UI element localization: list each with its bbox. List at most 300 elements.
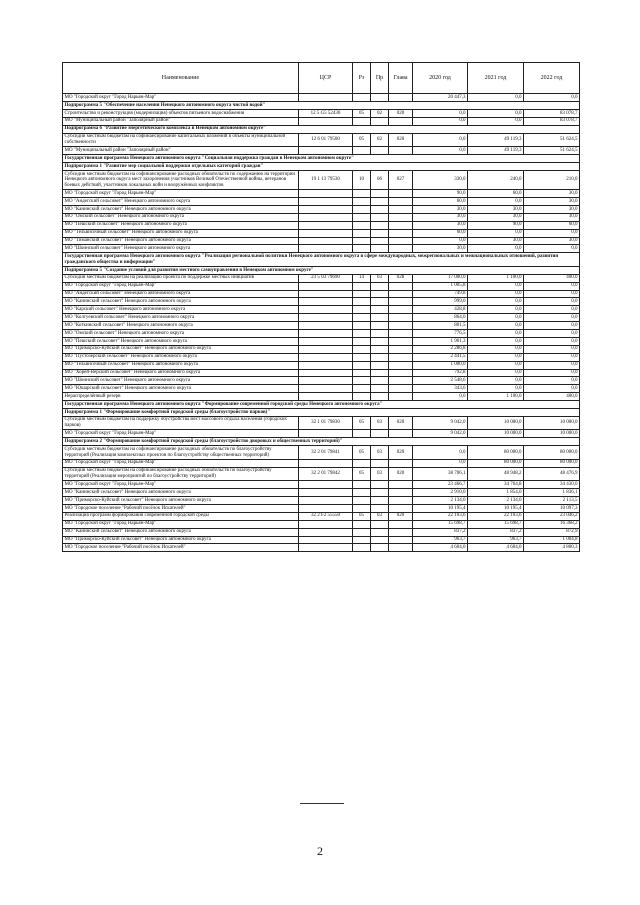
section-heading-row	[63, 155, 580, 163]
table-row	[63, 147, 580, 155]
cell-2021: 48 948,2	[468, 467, 524, 481]
table-row	[63, 337, 580, 345]
cell-pr	[371, 221, 389, 229]
cell-glava	[389, 221, 413, 229]
cell-pr	[371, 298, 389, 306]
cell-name: МО "Городской округ "Город Нарьян-Мар"	[63, 190, 299, 198]
cell-2021: 0,0	[468, 229, 524, 237]
cell-rz: 10	[353, 170, 371, 189]
cell-2022: 0,0	[524, 282, 580, 290]
table-row	[63, 385, 580, 393]
section-heading-row	[63, 401, 580, 409]
cell-rz	[353, 497, 371, 505]
cell-pr: 02	[371, 109, 389, 117]
cell-2021: 963,7	[468, 536, 524, 544]
cell-name: МО "Приморско-Куйский сельсовет" Ненецкого автономного округа	[63, 497, 299, 505]
cell-name: МО "Городской округ "Город Нарьян-Мар"	[63, 481, 299, 489]
cell-2021: 0,0	[468, 94, 524, 102]
cell-name: МО "Пешский сельсовет" Ненецкого автономного округа	[63, 221, 299, 229]
cell-2020: 38 706,1	[413, 467, 468, 481]
cell-2021: 80 000,0	[468, 446, 524, 460]
cell-glava: 027	[389, 170, 413, 189]
cell-pr	[371, 497, 389, 505]
cell-name: МО "Канинский сельсовет" Ненецкого автономного округа	[63, 205, 299, 213]
cell-2021: 0,0	[468, 314, 524, 322]
cell-glava	[389, 314, 413, 322]
section-heading: Подпрограмма 1 "Развитие мер социальной поддержки отдельных категорий граждан"	[63, 163, 580, 171]
cell-glava	[389, 290, 413, 298]
cell-name: Субсидии местным бюджетам на софинансирование расходных обязательств по благоустройству территорий (Реализация комплексных проектов по благоустройству общественных территорий)	[63, 446, 299, 460]
cell-glava	[389, 205, 413, 213]
cell-name: МО "Городской округ "Город Нарьян-Мар"	[63, 459, 299, 467]
header-2020: 2020 год	[413, 63, 468, 94]
cell-2022: 0,0	[524, 330, 580, 338]
cell-rz	[353, 459, 371, 467]
cell-2020: 864,0	[413, 314, 468, 322]
cell-pr	[371, 377, 389, 385]
cell-rz: 05	[353, 446, 371, 460]
table-row	[63, 345, 580, 353]
cell-pr: 03	[371, 446, 389, 460]
cell-2020: 1 961,3	[413, 337, 468, 345]
cell-2020: 10 195,4	[413, 504, 468, 512]
table-row	[63, 481, 580, 489]
cell-glava	[389, 353, 413, 361]
cell-name: МО "Тельвисочный сельсовет" Ненецкого автономного округа	[63, 229, 299, 237]
cell-2021: 0,0	[468, 117, 524, 125]
cell-pr	[371, 306, 389, 314]
section-heading-row	[63, 408, 580, 416]
table-row	[63, 237, 580, 245]
cell-2020: 0,0	[413, 446, 468, 460]
cell-name: МО "Приморско-Куйский сельсовет" Ненецкого автономного округа	[63, 536, 299, 544]
cell-name: МО "Городской округ "Город Нарьян-Мар"	[63, 282, 299, 290]
cell-2020: 60,0	[413, 229, 468, 237]
cell-glava	[389, 198, 413, 206]
cell-pr	[371, 245, 389, 253]
cell-rz	[353, 229, 371, 237]
cell-name: МО "Омский сельсовет" Ненецкого автономного округа	[63, 213, 299, 221]
cell-2022: 0,0	[524, 298, 580, 306]
cell-2020: 837,2	[413, 528, 468, 536]
cell-2022: 872,9	[524, 528, 580, 536]
cell-glava	[389, 229, 413, 237]
cell-csr	[299, 497, 353, 505]
cell-2021: 30,0	[468, 213, 524, 221]
cell-2022: 80 000,0	[524, 459, 580, 467]
cell-name: МО "Городской округ "Город Нарьян-Мар"	[63, 520, 299, 528]
cell-2022: 48 476,9	[524, 467, 580, 481]
cell-2022: 0,0	[524, 361, 580, 369]
cell-2021: 2 134,0	[468, 497, 524, 505]
table-row	[63, 459, 580, 467]
table-row	[63, 497, 580, 505]
cell-2020: 0,0	[413, 459, 468, 467]
cell-2020: 9 042,0	[413, 416, 468, 430]
cell-rz	[353, 345, 371, 353]
cell-glava	[389, 237, 413, 245]
cell-pr	[371, 361, 389, 369]
table-row	[63, 416, 580, 430]
cell-2021: 0,0	[468, 369, 524, 377]
cell-glava	[389, 330, 413, 338]
table-row	[63, 393, 580, 401]
cell-rz	[353, 369, 371, 377]
cell-2022: 51 624,5	[524, 133, 580, 147]
table-row	[63, 430, 580, 438]
cell-rz	[353, 481, 371, 489]
header-csr: ЦСР	[299, 63, 353, 94]
table-row	[63, 361, 580, 369]
cell-2020: 2 286,8	[413, 345, 468, 353]
cell-2020: 30,0	[413, 221, 468, 229]
cell-rz	[353, 94, 371, 102]
table-row	[63, 229, 580, 237]
cell-2022: 400,0	[524, 274, 580, 282]
cell-pr	[371, 205, 389, 213]
section-heading: Государственная программа Ненецкого автономного округа "Формирование современной городской среды Ненецкого автономного округа"	[63, 401, 580, 409]
cell-2020: 1 005,8	[413, 282, 468, 290]
cell-2020: 2 910,0	[413, 489, 468, 497]
cell-csr	[299, 544, 353, 552]
table-row	[63, 290, 580, 298]
cell-2021: 22 103,6	[468, 512, 524, 520]
cell-2021: 0,0	[468, 337, 524, 345]
table-row	[63, 221, 580, 229]
cell-csr	[299, 528, 353, 536]
cell-rz	[353, 536, 371, 544]
cell-csr: 32 2 F2 55550	[299, 512, 353, 520]
cell-2022: 30,0	[524, 190, 580, 198]
cell-2022: 83 078,7	[524, 117, 580, 125]
cell-name: Реализация программ формирования современной городской среды	[63, 512, 299, 520]
cell-rz	[353, 377, 371, 385]
cell-name: МО "Приморско-Куйский сельсовет" Ненецкого автономного округа	[63, 345, 299, 353]
cell-rz: 05	[353, 467, 371, 481]
cell-glava	[389, 377, 413, 385]
cell-pr	[371, 337, 389, 345]
budget-table	[62, 62, 580, 552]
cell-rz	[353, 330, 371, 338]
cell-pr	[371, 430, 389, 438]
section-heading-row	[63, 253, 580, 267]
cell-rz	[353, 213, 371, 221]
cell-csr: 32 2 01 79842	[299, 467, 353, 481]
section-heading-row	[63, 266, 580, 274]
section-heading: Подпрограмма 6 "Развитие энергетического комплекса в Ненецком автономном округе"	[63, 125, 580, 133]
cell-2020: 2 548,6	[413, 377, 468, 385]
cell-rz	[353, 337, 371, 345]
cell-pr	[371, 282, 389, 290]
header-2021: 2021 год	[468, 63, 524, 94]
header-name: Наименование	[63, 63, 299, 94]
cell-pr	[371, 190, 389, 198]
cell-2022: 10 000,0	[524, 430, 580, 438]
cell-csr	[299, 213, 353, 221]
cell-csr	[299, 369, 353, 377]
cell-2022: 30,0	[524, 198, 580, 206]
cell-2021: 0,0	[468, 198, 524, 206]
cell-rz	[353, 353, 371, 361]
cell-2021: 240,0	[468, 170, 524, 189]
table-row	[63, 467, 580, 481]
cell-name: МО "Юшарский сельсовет" Ненецкого автономного округа	[63, 385, 299, 393]
cell-2020: 999,0	[413, 298, 468, 306]
cell-glava	[389, 536, 413, 544]
cell-2020: 30,0	[413, 245, 468, 253]
cell-name: Субсидии местным бюджетам на софинансирование капитальных вложений в объекты муниципальной собственности	[63, 133, 299, 147]
cell-csr	[299, 298, 353, 306]
cell-rz	[353, 528, 371, 536]
cell-rz: 05	[353, 109, 371, 117]
cell-glava: 020	[389, 416, 413, 430]
cell-2020: 801,5	[413, 322, 468, 330]
cell-2021: 49 119,3	[468, 147, 524, 155]
cell-csr	[299, 520, 353, 528]
cell-glava	[389, 369, 413, 377]
cell-glava	[389, 245, 413, 253]
cell-rz	[353, 430, 371, 438]
table-row	[63, 170, 580, 189]
cell-pr	[371, 213, 389, 221]
cell-2020: 0,0	[413, 147, 468, 155]
cell-2022: 0,0	[524, 290, 580, 298]
table-row	[63, 377, 580, 385]
header-rz: Рз	[353, 63, 371, 94]
cell-rz	[353, 190, 371, 198]
cell-name: МО "Городское поселение "Рабочий посёлок Искателей"	[63, 504, 299, 512]
cell-csr	[299, 393, 353, 401]
cell-name: МО "Карский сельсовет" Ненецкого автономного округа	[63, 306, 299, 314]
cell-csr	[299, 489, 353, 497]
cell-name: МО "Канинский сельсовет" Ненецкого автономного округа	[63, 489, 299, 497]
cell-2021: 0,0	[468, 282, 524, 290]
cell-name: МО "Омский сельсовет" Ненецкого автономного округа	[63, 330, 299, 338]
cell-csr	[299, 353, 353, 361]
table-row	[63, 504, 580, 512]
cell-rz: 05	[353, 512, 371, 520]
header-pr: Пр	[371, 63, 389, 94]
cell-rz	[353, 117, 371, 125]
cell-2022: 16 368,2	[524, 520, 580, 528]
cell-csr	[299, 377, 353, 385]
cell-glava	[389, 282, 413, 290]
table-row	[63, 353, 580, 361]
cell-csr	[299, 306, 353, 314]
cell-name: Субсидии местным бюджетам на софинансирование расходных обязательств по благоустройству территорий (Реализация мероприятий по благоустройству территорий)	[63, 467, 299, 481]
cell-pr	[371, 147, 389, 155]
cell-rz	[353, 237, 371, 245]
cell-2022: 0,0	[524, 306, 580, 314]
cell-name: МО "Шоинский сельсовет" Ненецкого автономного округа	[63, 245, 299, 253]
cell-glava: 020	[389, 109, 413, 117]
cell-2020: 0,0	[413, 117, 468, 125]
cell-2020: 0,0	[413, 393, 468, 401]
cell-2021: 30,0	[468, 237, 524, 245]
cell-name: МО "Тиманский сельсовет" Ненецкого автономного округа	[63, 237, 299, 245]
cell-2021: 49 119,3	[468, 133, 524, 147]
cell-2020: 792,8	[413, 369, 468, 377]
cell-2022: 0,0	[524, 229, 580, 237]
cell-rz	[353, 314, 371, 322]
section-heading-row	[63, 102, 580, 110]
cell-csr	[299, 190, 353, 198]
cell-2021: 15 698,7	[468, 520, 524, 528]
cell-glava	[389, 361, 413, 369]
table-row	[63, 369, 580, 377]
cell-rz	[353, 306, 371, 314]
cell-2022: 0,0	[524, 94, 580, 102]
cell-name: МО "Канинский сельсовет" Ненецкого автономного округа	[63, 528, 299, 536]
cell-glava	[389, 337, 413, 345]
table-row	[63, 446, 580, 460]
cell-glava: 020	[389, 467, 413, 481]
cell-pr	[371, 385, 389, 393]
cell-rz	[353, 198, 371, 206]
cell-csr: 12 6 01 79500	[299, 133, 353, 147]
table-row	[63, 489, 580, 497]
cell-name: МО "Городской округ "Город Нарьян-Мар"	[63, 94, 299, 102]
cell-2020: 749,8	[413, 290, 468, 298]
cell-rz: 14	[353, 274, 371, 282]
table-row	[63, 330, 580, 338]
cell-2020: 343,6	[413, 385, 468, 393]
cell-2021: 0,0	[468, 298, 524, 306]
cell-glava	[389, 528, 413, 536]
cell-2020: 2 134,0	[413, 497, 468, 505]
cell-2022: 1 836,1	[524, 489, 580, 497]
cell-csr: 12 5 G5 52430	[299, 109, 353, 117]
cell-pr: 03	[371, 274, 389, 282]
cell-2021: 0,0	[468, 385, 524, 393]
cell-rz	[353, 361, 371, 369]
cell-2022: 23 046,2	[524, 512, 580, 520]
cell-glava	[389, 345, 413, 353]
cell-csr: 19 1 13 79530	[299, 170, 353, 189]
cell-2020: 90,0	[413, 190, 468, 198]
cell-csr	[299, 290, 353, 298]
table-row	[63, 274, 580, 282]
cell-csr	[299, 459, 353, 467]
cell-rz	[353, 385, 371, 393]
cell-csr	[299, 237, 353, 245]
table-row	[63, 213, 580, 221]
cell-glava	[389, 393, 413, 401]
cell-csr	[299, 282, 353, 290]
section-heading-row	[63, 163, 580, 171]
cell-2022: 51 624,5	[524, 147, 580, 155]
cell-glava	[389, 94, 413, 102]
cell-2022: 34 430,0	[524, 481, 580, 489]
cell-2022: 0,0	[524, 337, 580, 345]
cell-2021: 1 100,0	[468, 393, 524, 401]
cell-pr	[371, 459, 389, 467]
cell-pr	[371, 322, 389, 330]
cell-rz	[353, 544, 371, 552]
table-header-row	[63, 63, 580, 94]
cell-csr: 32 2 01 79841	[299, 446, 353, 460]
cell-rz	[353, 245, 371, 253]
cell-name: МО "Муниципальный район "Заполярный район"	[63, 147, 299, 155]
cell-rz	[353, 221, 371, 229]
cell-csr	[299, 361, 353, 369]
cell-2020: 22 103,6	[413, 512, 468, 520]
cell-csr	[299, 198, 353, 206]
cell-pr	[371, 330, 389, 338]
cell-name: МО "Коткинский сельсовет" Ненецкого автономного округа	[63, 322, 299, 330]
cell-2022: 10 097,3	[524, 504, 580, 512]
cell-rz	[353, 489, 371, 497]
table-row	[63, 245, 580, 253]
section-heading: Подпрограмма 2 "Формирование комфортной городской среды (благоустройство дворовых и общественных территорий)"	[63, 438, 580, 446]
cell-name: МО "Хорей-Верский сельсовет" Ненецкого автономного округа	[63, 369, 299, 377]
cell-pr	[371, 504, 389, 512]
cell-glava: 020	[389, 133, 413, 147]
cell-csr	[299, 481, 353, 489]
table-row	[63, 282, 580, 290]
cell-2022: 1 004,8	[524, 536, 580, 544]
cell-2022: 30,0	[524, 205, 580, 213]
cell-csr	[299, 385, 353, 393]
cell-name: Субсидии местным бюджетам на реализацию проекта по поддержке местных инициатив	[63, 274, 299, 282]
cell-2020: 0,0	[413, 133, 468, 147]
cell-glava	[389, 147, 413, 155]
cell-rz	[353, 504, 371, 512]
section-heading: Подпрограмма 5 "Создание условий для развития местного самоуправления в Ненецком автономном округе"	[63, 266, 580, 274]
cell-2022: 0,0	[524, 245, 580, 253]
cell-2021: 837,2	[468, 528, 524, 536]
cell-2022: 400,0	[524, 393, 580, 401]
cell-2020: 2 441,5	[413, 353, 468, 361]
cell-pr	[371, 536, 389, 544]
cell-glava: 028	[389, 274, 413, 282]
table-row	[63, 109, 580, 117]
section-heading-row	[63, 438, 580, 446]
cell-2022: 4 800,3	[524, 544, 580, 552]
cell-name: МО "Городской округ "Город Нарьян-Мар"	[63, 430, 299, 438]
cell-2021: 10 195,4	[468, 504, 524, 512]
cell-2020: 4 604,0	[413, 544, 468, 552]
page-number: 2	[317, 844, 323, 858]
cell-glava	[389, 306, 413, 314]
cell-2021: 0,0	[468, 353, 524, 361]
cell-csr	[299, 229, 353, 237]
cell-2020: 30,0	[413, 205, 468, 213]
cell-glava	[389, 459, 413, 467]
table-body	[63, 94, 580, 552]
cell-rz: 05	[353, 133, 371, 147]
header-2022: 2022 год	[524, 63, 580, 94]
cell-2020: 60,0	[413, 198, 468, 206]
cell-pr	[371, 117, 389, 125]
cell-csr	[299, 430, 353, 438]
section-heading-row	[63, 125, 580, 133]
cell-2021: 10 000,0	[468, 430, 524, 438]
cell-2021: 0,0	[468, 345, 524, 353]
table-row	[63, 306, 580, 314]
cell-2020: 15 698,7	[413, 520, 468, 528]
cell-2022: 0,0	[524, 322, 580, 330]
cell-rz	[353, 290, 371, 298]
cell-2022: 0,0	[524, 353, 580, 361]
cell-pr: 03	[371, 512, 389, 520]
cell-pr: 03	[371, 467, 389, 481]
cell-csr: 23 5 03 79690	[299, 274, 353, 282]
cell-csr	[299, 322, 353, 330]
cell-2020: 30,0	[413, 213, 468, 221]
table-row	[63, 520, 580, 528]
table-row	[63, 512, 580, 520]
